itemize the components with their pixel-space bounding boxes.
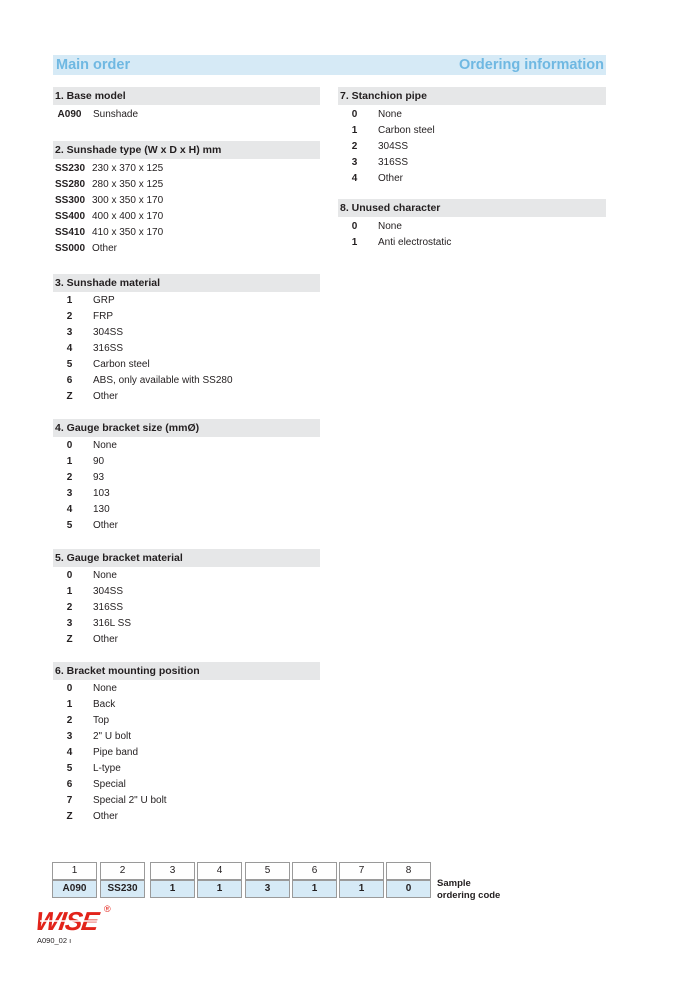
position-number: 4 [197,862,242,880]
option-code: 1 [66,456,73,467]
section-title: 7. Stanchion pipe [338,87,606,105]
option-desc: 316SS [93,343,124,354]
option-code: SS280 [55,179,86,190]
section-base-model [53,87,320,121]
option-desc: 410 x 350 x 170 [92,227,164,238]
list-item [53,373,320,389]
option-code: 5 [66,359,73,370]
section-title: 2. Sunshade type (W x D x H) mm [53,141,320,159]
list-item [53,241,320,257]
position-number: 1 [52,862,97,880]
option-code: 2 [66,311,73,322]
option-desc: None [378,221,402,232]
list-item [53,325,320,341]
option-code: SS400 [55,211,86,222]
list-item [53,713,320,729]
list-item [53,616,320,632]
position-number: 3 [150,862,195,880]
option-desc: Other [93,634,119,645]
position-number: 6 [292,862,337,880]
position-number: 5 [245,862,290,880]
list-item [53,470,320,486]
section-unused-character [338,199,606,249]
option-code: SS300 [55,195,86,206]
list-item [53,600,320,616]
option-desc: 304SS [93,586,124,597]
list-item [338,123,606,139]
list-item [53,518,320,534]
registered-mark: ® [104,904,111,914]
option-desc: None [93,570,117,581]
sample-value: 1 [292,880,337,898]
list-item [53,341,320,357]
option-desc: Carbon steel [378,125,435,136]
list-item [338,139,606,155]
option-code: 3 [66,731,73,742]
option-desc: Other [93,520,119,531]
option-code: 3 [66,488,73,499]
option-code: 7 [66,795,73,806]
section-gauge-bracket-size [53,419,320,533]
list-item [53,438,320,454]
option-desc: Other [93,391,119,402]
section-title: 1. Base model [53,87,320,105]
option-code: 1 [351,125,358,136]
section-stanchion-pipe [338,87,606,185]
list-item [53,745,320,761]
wise-logo [36,904,116,937]
option-code: 6 [66,779,73,790]
option-desc: Other [378,173,404,184]
option-desc: Sunshade [93,109,139,120]
sample-value: 1 [197,880,242,898]
sample-label-line2: ordering code [437,890,501,901]
option-code: 4 [66,747,73,758]
option-desc: Pipe band [93,747,139,758]
option-code: 4 [351,173,358,184]
list-item [338,219,606,235]
list-item [338,235,606,251]
page-subtitle: Ordering information [459,57,604,73]
option-code: 3 [351,157,358,168]
list-item [53,761,320,777]
sample-value: 1 [150,880,195,898]
section-sunshade-type [53,141,320,255]
option-code: 1 [66,586,73,597]
option-desc: Other [93,811,119,822]
list-item [53,209,320,225]
sample-label-line1: Sample [437,878,471,889]
option-code: 0 [66,570,73,581]
option-desc: Special 2" U bolt [93,795,167,806]
option-code: 2 [66,472,73,483]
option-code: 5 [66,763,73,774]
list-item [53,389,320,405]
option-code: 0 [66,683,73,694]
list-item [53,681,320,697]
sample-value: SS230 [100,880,145,898]
option-code: A090 [57,109,82,120]
section-gauge-bracket-material [53,549,320,647]
list-item [53,193,320,209]
option-code: 3 [66,618,73,629]
list-item [338,171,606,187]
option-code: 3 [66,327,73,338]
list-item [53,357,320,373]
list-item [53,632,320,648]
sample-value: 1 [339,880,384,898]
option-desc: 103 [93,488,110,499]
option-desc: Special [93,779,126,790]
list-item [53,697,320,713]
option-desc: Anti electrostatic [378,237,452,248]
option-desc: None [93,440,117,451]
sample-value: 0 [386,880,431,898]
option-code: 0 [351,109,358,120]
list-item [53,293,320,309]
section-title: 8. Unused character [338,199,606,217]
section-title: 4. Gauge bracket size (mmØ) [53,419,320,437]
option-code: 2 [351,141,358,152]
page-title: Main order [56,57,131,73]
list-item [53,161,320,177]
list-item [53,809,320,825]
list-item [53,309,320,325]
page-code: A090_02 ı [37,936,72,945]
option-desc: GRP [93,295,115,306]
list-item [53,777,320,793]
option-desc: FRP [93,311,113,322]
option-desc: L-type [93,763,121,774]
option-desc: 93 [93,472,105,483]
list-item [53,486,320,502]
option-code: 1 [66,699,73,710]
option-desc: 300 x 350 x 170 [92,195,164,206]
option-code: 4 [66,504,73,515]
option-desc: 2" U bolt [93,731,132,742]
option-desc: 316SS [93,602,124,613]
option-code: 2 [66,602,73,613]
option-desc: 304SS [378,141,409,152]
option-code: 6 [66,375,73,386]
list-item [53,584,320,600]
sample-value: A090 [52,880,97,898]
logo-wordmark: WISE [36,906,101,934]
option-desc: Back [93,699,116,710]
option-code: SS410 [55,227,86,238]
option-desc: Carbon steel [93,359,150,370]
option-code: 5 [66,520,73,531]
option-desc: 316SS [378,157,409,168]
option-desc: None [93,683,117,694]
sample-value: 3 [245,880,290,898]
option-code: Z [66,811,73,822]
list-item [53,107,320,123]
section-bracket-mounting [53,662,320,824]
position-number: 2 [100,862,145,880]
option-code: Z [66,391,73,402]
option-code: 1 [66,295,73,306]
option-desc: None [378,109,402,120]
list-item [53,729,320,745]
list-item [53,793,320,809]
list-item [53,454,320,470]
list-item [53,177,320,193]
option-desc: 400 x 400 x 170 [92,211,164,222]
list-item [53,225,320,241]
option-desc: 316L SS [93,618,131,629]
option-desc: ABS, only available with SS280 [93,375,233,386]
option-code: 0 [351,221,358,232]
list-item [338,155,606,171]
option-code: 1 [351,237,358,248]
position-number: 7 [339,862,384,880]
sample-label [437,878,500,902]
option-code: SS000 [55,243,86,254]
list-item [53,502,320,518]
list-item [53,568,320,584]
option-desc: 130 [93,504,110,515]
option-desc: Top [93,715,110,726]
option-code: Z [66,634,73,645]
section-title: 6. Bracket mounting position [53,662,320,680]
option-desc: 230 x 370 x 125 [92,163,164,174]
option-code: SS230 [55,163,86,174]
section-title: 3. Sunshade material [53,274,320,292]
option-code: 2 [66,715,73,726]
section-sunshade-material [53,274,320,404]
list-item [338,107,606,123]
option-desc: 280 x 350 x 125 [92,179,164,190]
option-desc: Other [92,243,118,254]
section-title: 5. Gauge bracket material [53,549,320,567]
option-code: 0 [66,440,73,451]
option-desc: 90 [93,456,105,467]
option-code: 4 [66,343,73,354]
position-number: 8 [386,862,431,880]
option-desc: 304SS [93,327,124,338]
